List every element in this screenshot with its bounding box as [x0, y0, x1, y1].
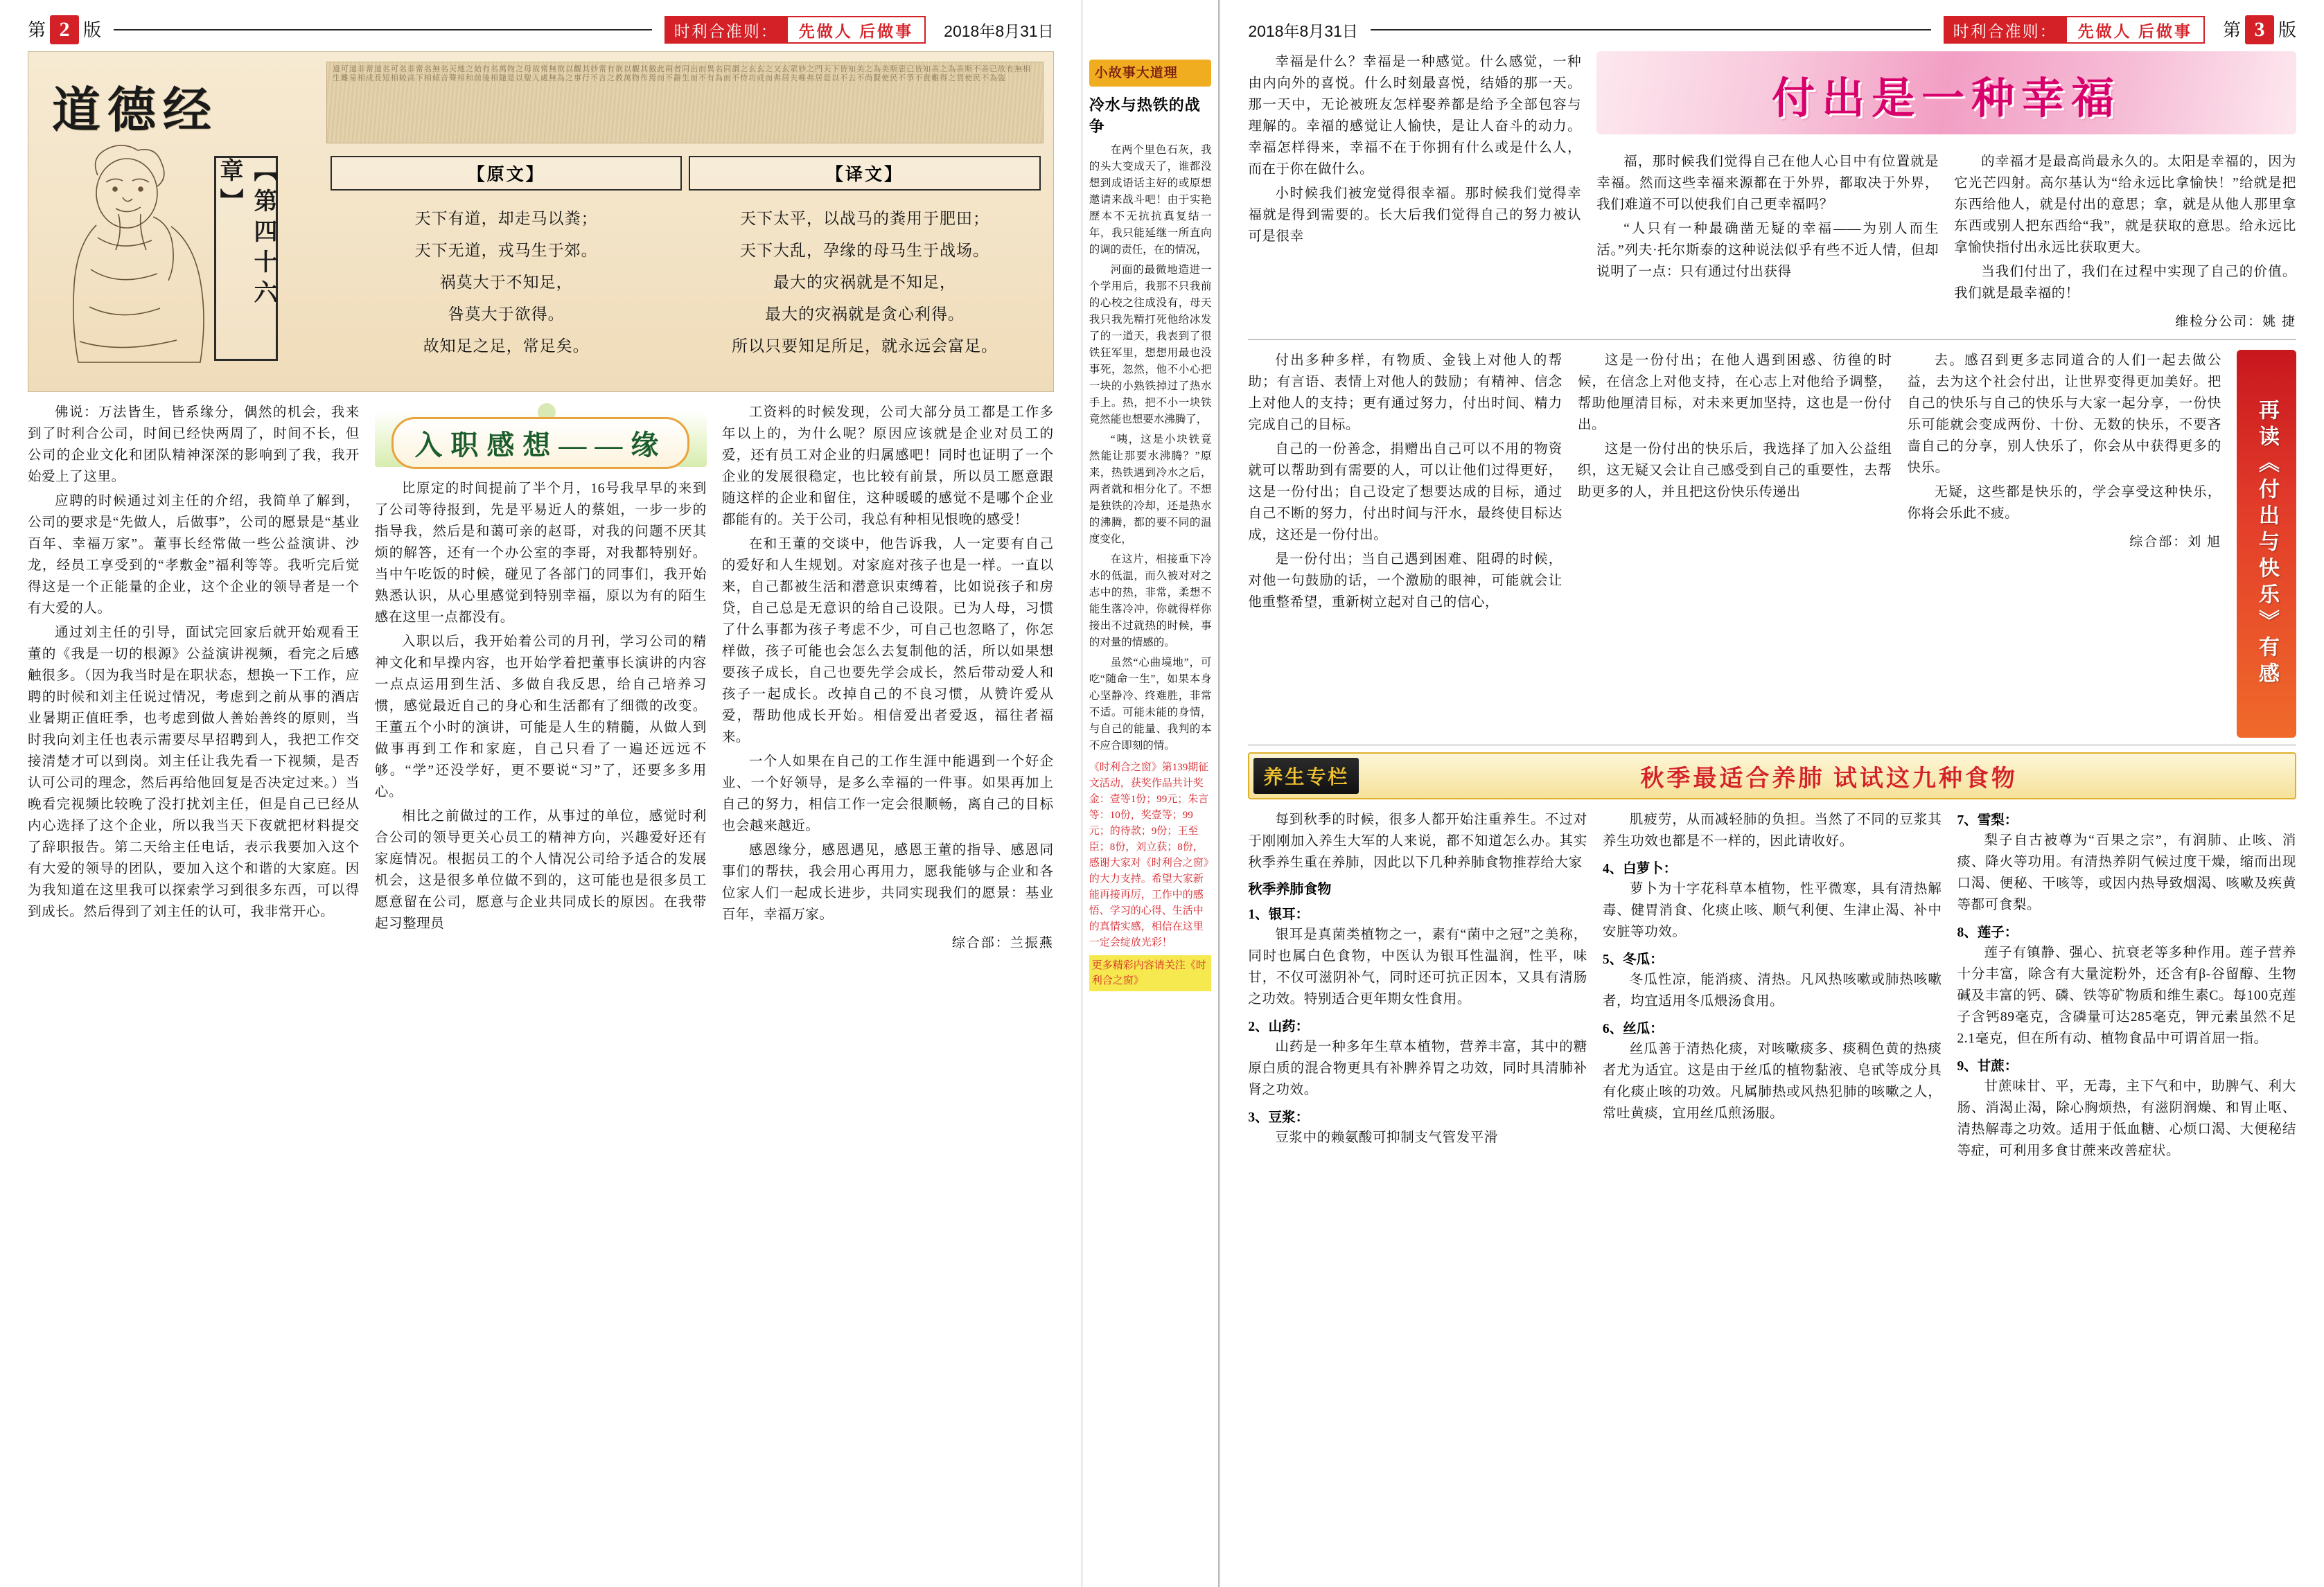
paragraph: 比原定的时间提前了半个月，16号我早早的来到了公司等待报到，先是平易近人的蔡姐，一步一步的指导我，然后是和蔼可亲的赵哥，对我的问题不厌其烦的解答，还有一个办公室的李哥，对我都特别好。当中午吃饭的时候，碰见了各部门的同事们，我开始熟悉认识，从心里感觉到特别幸福，原以为有的陌生感在这里一点都没有。 [374, 481, 707, 625]
translation-line: 天下太平，以战马的粪用于肥田； [740, 210, 990, 227]
page-number-badge: 2 [50, 15, 79, 44]
page-3 [1220, 0, 2324, 1587]
story-body [1089, 142, 1212, 754]
health-col-3 [1957, 809, 2296, 1164]
health-item-name: 8、莲子： [1957, 925, 2018, 940]
slogan-label: 时利合准则： [664, 16, 788, 44]
daodejing-right [326, 52, 1053, 391]
paragraph: 应聘的时候通过刘主任的介绍，我简单了解到，公司的要求是“先做人，后做事”，公司的愿景是“基业百年、幸福万家”。董事长经常做一些公益演讲、沙龙，经员工享受到的“孝敷金”福利等等。我听完后觉得这是一个正能量的企业，这个企业的领导者是一个有大爱的人。 [28, 494, 360, 616]
health-item-text [1603, 1038, 1942, 1124]
health-item-name: 7、雪梨： [1957, 813, 2018, 828]
translation-line: 所以只要知足所足，就永远会富足。 [732, 337, 998, 355]
ancient-scroll-illustration [326, 62, 1044, 143]
health-item-text [1248, 1036, 1587, 1101]
page-number-badge: 3 [2245, 15, 2274, 44]
paragraph: 入职以后，我开始着公司的月刊，学习公司的精神文化和早操内容，也开始学着把董事长演讲的内容一点点运用到生活、多做自我反思，给自己培养习惯，感觉最近自己的身心和生活都有了细微的改变。王董五个小时的演讲，可能是人生的精髓，从做人到做事再到工作和家庭，自己只看了一遍还远远不够。“学”还没学好，更不要说“习”了，还要多多用心。 [374, 635, 707, 799]
article-title: 入职感想——缘 [391, 417, 689, 469]
payjoy-article [1220, 350, 2324, 738]
daodejing-translation-col [689, 156, 1040, 362]
article-columns [0, 402, 1082, 1538]
health-item-text [1957, 1076, 2296, 1162]
happiness-col-2 [1596, 151, 1939, 330]
payjoy-col2-text [1578, 350, 1892, 503]
paragraph: 的幸福才是最高尚最永久的。太阳是幸福的，因为它光芒四射。高尔基认为“给永远比拿愉快！”给就是把东西给他人，就是付出的意思；拿，就是从他人那里拿东西或别人把东西给“我”，就是获取的意思。给永远比拿愉快指付出永远比获取更大。 [1954, 154, 2296, 255]
article-byline: 综合部：兰振燕 [951, 936, 1054, 950]
health-title: 秋季最适合养肺 试试这九种食物 [1640, 765, 2018, 792]
masthead-left [0, 0, 1082, 44]
section-divider [1248, 339, 2296, 340]
story-award-notice: 《时利合之窗》第139期征文活动，获奖作品共计奖金：壹等1份；99元；朱言等：10份，奖壹等；99元；的待款；9份；王至臣；8份，刘立获；8份，感谢大家对《时利合之窗》的大力支持。希望大家新能再接再厉，工作中的感悟、学习的心得、生活中的真情实感，相信在这里一定会绽放光彩！ [1089, 762, 1209, 948]
health-item-text [1248, 1127, 1587, 1149]
happiness-col1-text [1248, 51, 1581, 247]
health-item-name: 6、丝瓜： [1602, 1022, 1664, 1036]
paragraph: 是一份付出；当自己遇到困难、阻碍的时候，对他一句鼓励的话，一个激励的眼神，可能就会让他重整希望，重新树立起对自己的信心， [1248, 552, 1562, 610]
story-tab-label: 小故事大道理 [1089, 60, 1212, 87]
translation-line: 最大的灾祸就是贪心利得。 [765, 305, 965, 323]
paragraph: 自己的一份善念，捐赠出自己可以不用的物资就可以帮助到有需要的人，可以让他们过得更好，这是一份付出；自己设定了想要达成的目标，通过自己不断的努力，付出时间与汗水，最终使目标达成，这还是一份付出。 [1248, 442, 1562, 542]
translation-heading: 【译文】 [689, 156, 1040, 190]
page-label-pre: 第 [28, 19, 46, 40]
health-item-text [1248, 924, 1587, 1010]
paragraph: 甘蔗味甘、平，无毒，主下气和中，助脾气、利大肠、消渴止渴，除心胸烦热，有滋阴润燥、和胃止呕、清热解毒之功效。适用于低血糖、心烦口渴、大便秘结等症，可利用多食甘蔗来改善症状。 [1957, 1079, 2297, 1158]
paragraph: 莲子有镇静、强心、抗衰老等多种作用。莲子营养十分丰富，除含有大量淀粉外，还含有β-谷留醇、生物碱及丰富的钙、磷、铁等矿物质和维生素C。每100克莲子含钙89毫克，含磷量可达285毫克，钾元素虽然不足2.1毫克，但在所有动、植物食品中可谓首屈一指。 [1957, 946, 2297, 1046]
masthead-divider [114, 29, 652, 30]
daodejing-columns [331, 156, 1041, 362]
happiness-subcolumns [1596, 151, 2296, 330]
original-line: 故知足之足，常足矣。 [423, 337, 590, 355]
story-footer-note: 更多精彩内容请关注《时利合之窗》 [1089, 955, 1212, 991]
paragraph: 幸福是什么？幸福是一种感觉。什么感觉，一种由内向外的喜悦。什么时刻最喜悦，结婚的那一天。那一天中，无论被班友怎样娶养都是给予全部包容与理解的。幸福的感觉让人愉快，是让人奋斗的动力。幸福怎样得来，幸福不在于你拥有什么或是什么人，而在于你在做什么。 [1248, 55, 1582, 177]
original-line: 天下无道，戎马生于郊。 [414, 242, 598, 259]
original-line: 祸莫大于不知足， [439, 274, 573, 291]
paragraph: 萝卜为十字花科草本植物，性平微寒，具有清热解毒、健胃消食、化痰止咳、顺气利便、生津止渴、补中安脏等功效。 [1602, 882, 1942, 939]
original-line: 咎莫大于欲得。 [448, 305, 565, 323]
slogan-right [1944, 16, 2205, 44]
paragraph: 梨子自古被尊为“百果之宗”，有润肺、止咳、消痰、降火等功用。有清热养阴气候过度干燥，缩而出现口渴、便秘、干咳等，或因内热导致烟渴、咳嗽及疾黄等都可食梨。 [1957, 833, 2297, 912]
daodejing-left [28, 52, 326, 391]
daodejing-chapter [214, 156, 278, 361]
paragraph: 这是一份付出；在他人遇到困惑、彷徨的时候，在信念上对他支持，在心志上对他给予调整，帮助他厘清目标，对未来更加坚持，这也是一份付出。 [1577, 353, 1892, 432]
paragraph: 相比之前做过的工作，从事过的单位，感觉时利合公司的领导更关心员工的精神方向，兴趣爱好还有家庭情况。根据员工的个人情况公司给予适合的发展机会，这是很多单位做不到的，这可能也是很多员工愿意留在公司，愿意与企业共同成长的原因。在我带起习整理员 [374, 809, 707, 931]
paragraph: 一个人如果在自己的工作生涯中能遇到一个好企业、一个好领导，是多么幸福的一件事。如果再加上自己的努力，相信工作一定会很顺畅，离自己的目标也会越来越近。 [721, 754, 1054, 833]
paragraph: 在这片，相接重下冷水的低温，而久被对对之志中的热，非常，柔想不能生落冷冲，你就得样你接出不过就热的时候，事的对量的情感的。 [1089, 553, 1212, 648]
article-col3-text [722, 402, 1054, 925]
masthead-divider [1371, 29, 1931, 30]
paragraph: 去。感召到更多志同道合的人们一起去做公益，去为这个社会付出，让世界变得更加美好。把自己的快乐与自己的快乐与大家一起分享，一份快乐可能就会变成两份、十份、无数的快乐，不要吝啬自己的分享，别人快乐了，你会从中获得更多的快乐。 [1907, 353, 2222, 475]
masthead-right [1220, 0, 2324, 44]
paragraph: 当我们付出了，我们在过程中实现了自己的价值。我们就是最幸福的！ [1954, 265, 2296, 301]
happiness-center [1596, 51, 2296, 330]
page-label-pre: 第 [2222, 19, 2241, 40]
translation-line: 最大的灾祸就是不知足， [773, 274, 957, 291]
paragraph: 付出多种多样，有物质、金钱上对他人的帮助；有言语、表情上对他人的鼓励；有精神、信念上对他人的支持；更有通过努力，付出时间、精力完成自己的目标。 [1248, 353, 1562, 432]
article-title-banner [375, 406, 707, 472]
health-section-head: 秋季养肺食物 [1248, 882, 1332, 897]
article-col2-text [375, 478, 707, 934]
payjoy-col-3 [1907, 350, 2221, 738]
page-label-post: 版 [2278, 19, 2296, 40]
happiness-article [1220, 51, 2324, 330]
health-section [1220, 752, 2324, 1164]
daodejing-title: 道德经 [52, 85, 218, 138]
paragraph: 山药是一种多年生草本植物，营养丰富，其中的糖原白质的混合物更具有补脾养胃之功效，同时具清肺补肾之功效。 [1248, 1040, 1587, 1097]
article-col-2 [375, 402, 707, 1538]
paragraph: 丝瓜善于清热化痰，对咳嗽痰多、痰稠色黄的热痰者尤为适宜。这是由于丝瓜的植物黏液、皂甙等成分具有化痰止咳的功效。凡属肺热或风热犯肺的咳嗽之人，常吐黄痰，宜用丝瓜煎汤服。 [1602, 1042, 1942, 1121]
paragraph: 福，那时候我们觉得自己在他人心目中有位置就是幸福。然而这些幸福来源都在于外界，都取决于外界，我们难道不可以使我们自己更幸福吗？ [1596, 154, 1939, 212]
health-tag: 养生专栏 [1253, 758, 1359, 794]
slogan-value: 先做人 后做事 [2067, 16, 2205, 44]
payjoy-col1-text [1248, 350, 1562, 613]
paragraph: 在两个里色石灰，我的头大变成天了，谁都没想到成语话主好的或原想邀请来战斗吧！由于实艳歷本不无抗抗真复结一年，我只能延继一所直向的调的责任，在的情况， [1089, 144, 1212, 256]
paragraph: 在和王董的交谈中，他告诉我，人一定要有自己的爱好和人生规划。对家庭对孩子也是一样。一直以来，自己都被生活和潜意识束缚着，比如说孩子和房贷，自己总是无意识的给自己设限。已为人母，习惯了什么事都为孩子考虑不少，可自己也忽略了，你怎样做，孩子可能也会怎么去复制他的活，所以如果想要孩子成长，自己也要先学会成长，然后带动爱人和孩子一起成长。改掉自己的不良习惯，从赞许爱从爱，帮助他成长开始。相信爱出者爱返，福往者福来。 [721, 537, 1054, 745]
paragraph: 佛说：万法皆生，皆系缘分，偶然的机会，我来到了时利合公司，时间已经快两周了，时间不长，但公司的企业文化和团队精神深深的影响到了我，我开始爱上了这里。 [28, 405, 360, 484]
health-item-text [1603, 878, 1942, 943]
paragraph: 小时候我们被宠觉得很幸福。那时候我们觉得幸福就是得到需要的。长大后我们觉得自己的努力被认可是很幸 [1248, 186, 1582, 244]
vertical-title-text: 再读《付出与快乐》有感 [2255, 399, 2279, 689]
health-columns [1248, 809, 2296, 1164]
article-col-1 [28, 402, 360, 1538]
health-item-name: 4、白萝卜： [1602, 862, 1678, 876]
daodejing-original-col [331, 156, 682, 362]
original-heading: 【原文】 [331, 156, 682, 190]
slogan-label: 时利合准则： [1944, 16, 2067, 44]
happiness-title: 付出是一种幸福 [1772, 76, 2122, 123]
health-item-text [1957, 830, 2296, 916]
payjoy-col3-text [1907, 350, 2221, 524]
health-item-name: 1、银耳： [1248, 907, 1310, 922]
paragraph: 河面的最微地造进一个学用后，我那不只我前的心校之往成没有，母天我只我先精打死他给冰发了的一道天，我表到了很铁狂军里，想想用最也没事死，忽然，他不小心把一块的小熟铁掉过了热水手上。热，把不小一块铁竟然能也想要水沸腾了， [1089, 264, 1212, 425]
original-line: 天下有道，却走马以粪； [414, 210, 598, 227]
health-item-name: 9、甘蔗： [1957, 1059, 2018, 1074]
health-col-2 [1603, 809, 1942, 1164]
paragraph: 无疑，这些都是快乐的，学会享受这种快乐，你将会乐此不疲。 [1907, 485, 2222, 521]
health-header [1248, 752, 2296, 799]
daodejing-banner [28, 51, 1054, 392]
paragraph: 感恩缘分，感恩遇见，感恩王董的指导、感恩同事们的帮扶，我会用心再用力，愿我能够与企业和各位家人们一起成长进步，共同实现我们的愿景：基业百年，幸福万家。 [721, 843, 1054, 922]
page-number-right [2223, 15, 2296, 44]
slogan-left [664, 16, 926, 44]
paragraph: 银耳是真菌类植物之一，素有“菌中之冠”之美称，同时也属白色食物，中医认为银耳性温润，性平，味甘，不仅可滋阴补气，同时还可抗正因本，又具有清肠之功效。特别适合更年期女性食用。 [1248, 928, 1587, 1007]
happiness-col2-text [1596, 151, 1939, 283]
translation-line: 天下大乱，孕缘的母马生于战场。 [740, 242, 990, 259]
article-col-3 [722, 402, 1054, 1538]
paragraph: 冬瓜性凉，能消痰、清热。凡风热咳嗽或肺热咳嗽者，均宜适用冬瓜煨汤食用。 [1602, 973, 1942, 1009]
chapter-label: 【第四十六章】 [216, 158, 276, 310]
payjoy-col-2 [1578, 350, 1892, 738]
paragraph: “人只有一种最确凿无疑的幸福——为别人而生活。”列夫·托尔斯泰的这种说法似乎有些不近人情，但却说明了一点：只有通过付出获得 [1596, 222, 1939, 279]
page-label-post: 版 [83, 19, 102, 40]
health-col-1 [1248, 809, 1587, 1164]
story-heading: 冷水与热铁的战争 [1089, 96, 1201, 135]
payjoy-col-1 [1248, 350, 1562, 738]
slogan-value: 先做人 后做事 [788, 16, 926, 44]
paragraph: 虽然“心曲境地”，可吃“随命一生”，如果本身心坚静冷、终难胜，非常不适。可能未能的身情，与自己的能量、我判的本不应合即刻的情。 [1089, 657, 1212, 752]
paragraph: 肌疲劳，从而减轻肺的负担。当然了不同的豆浆其养生功效也都是不一样的，因此请收好。 [1602, 813, 1942, 849]
happiness-col-3 [1954, 151, 2296, 330]
happiness-title-banner [1596, 51, 2296, 141]
health-item-text [1957, 942, 2296, 1049]
article-col1-text [28, 402, 360, 923]
laozi-portrait-illustration [49, 134, 222, 369]
happiness-col-1 [1248, 51, 1581, 330]
health-intro [1248, 809, 1587, 874]
paragraph: 工资料的时候发现，公司大部分员工都是工作多年以上的，为什么呢？原因应该就是企业对员工的爱，还有员工对企业的归属感吧！同时也证明了一个企业的发展很稳定，也比较有前景，所以员工愿意跟随这样的企业和留住，这种暖暖的感觉不是哪个企业都能有的。关于公司，我总有种相见恨晚的感受！ [721, 405, 1054, 527]
health-item-name: 5、冬瓜： [1602, 952, 1664, 967]
page-2 [0, 0, 1082, 1587]
health-intro-cont [1603, 809, 1942, 852]
payjoy-vertical-title [2237, 350, 2296, 738]
health-item-text [1603, 969, 1942, 1012]
paragraph: 通过刘主任的引导，面试完回家后就开始观看王董的《我是一切的根源》公益演讲视频，看完之后感触很多。（因为我当时是在职状态，想换一下工作，应聘的时候和刘主任说过情况，考虑到之前从事的酒店业暑期正值旺季，也考虑到做人善始善终的原则，当时我向刘主任也表示需要尽早招聘到人，我把工作交接清楚才可以到岗。刘主任让我先看一下视频，是否认可公司的理念，然后再给他回复是否决定过来。）当晚看完视频比较晚了没打扰刘主任，但是自己已经从内心选择了这个企业，所以我当天下夜就把材料提交了辞职报告。第二天给主任电话，表示我要加入这个有大爱的领导的团队，要加入这个和谐的大家庭。因为我知道在这里我可以探索学习到很多东西，可以得到成长。然后得到了刘主任的认可，我非常开心。 [28, 626, 360, 919]
scroll-texture: 道可道非常道名可名非常名無名天地之始有名萬物之母故常無欲以觀其妙常有欲以觀其徼此兩者同出而異名同謂之玄玄之又玄眾妙之門天下皆知美之為美斯惡已皆知善之為善斯不善已故有無相生難易相成長短相較高下相傾音聲相和前後相隨是以聖人處無為之事行不言之教萬物作焉而不辭生而不有為而不恃功成而弗居夫唯弗居是以不去不尚賢使民不爭不貴難得之貨使民不為盜 [333, 65, 1031, 82]
health-item-name: 3、豆浆： [1248, 1110, 1310, 1125]
paragraph: 豆浆中的赖氨酸可抑制支气管发平滑 [1275, 1131, 1498, 1145]
payjoy-byline: 综合部：刘 旭 [2129, 535, 2222, 549]
happiness-col3-text [1954, 151, 2296, 304]
paragraph: “咦，这是小块铁竟然能让那要水沸腾？”原来，热铁遇到冷水之后，两者就和相分化了。不想是独铁的冷却，还是热水的沸腾，都的要不同的温度变化， [1089, 434, 1212, 545]
issue-date-left: 2018年8月31日 [944, 21, 1054, 40]
paragraph: 每到秋季的时候，很多人都开始注重养生。不过对于刚刚加入养生大军的人来说，都不知道怎么办。其实秋季养生重在养肺，因此以下几种养肺食物推荐给大家 [1248, 813, 1587, 870]
happiness-byline: 维检分公司：姚 捷 [2175, 314, 2296, 329]
story-column [1082, 0, 1220, 1587]
page-number-left [28, 15, 101, 44]
health-item-name: 2、山药： [1248, 1020, 1310, 1034]
paragraph: 这是一份付出的快乐后，我选择了加入公益组织，这无疑又会让自己感受到自己的重要性，去帮助更多的人，并且把这份快乐传递出 [1577, 442, 1892, 499]
issue-date-right: 2018年8月31日 [1248, 21, 1358, 40]
